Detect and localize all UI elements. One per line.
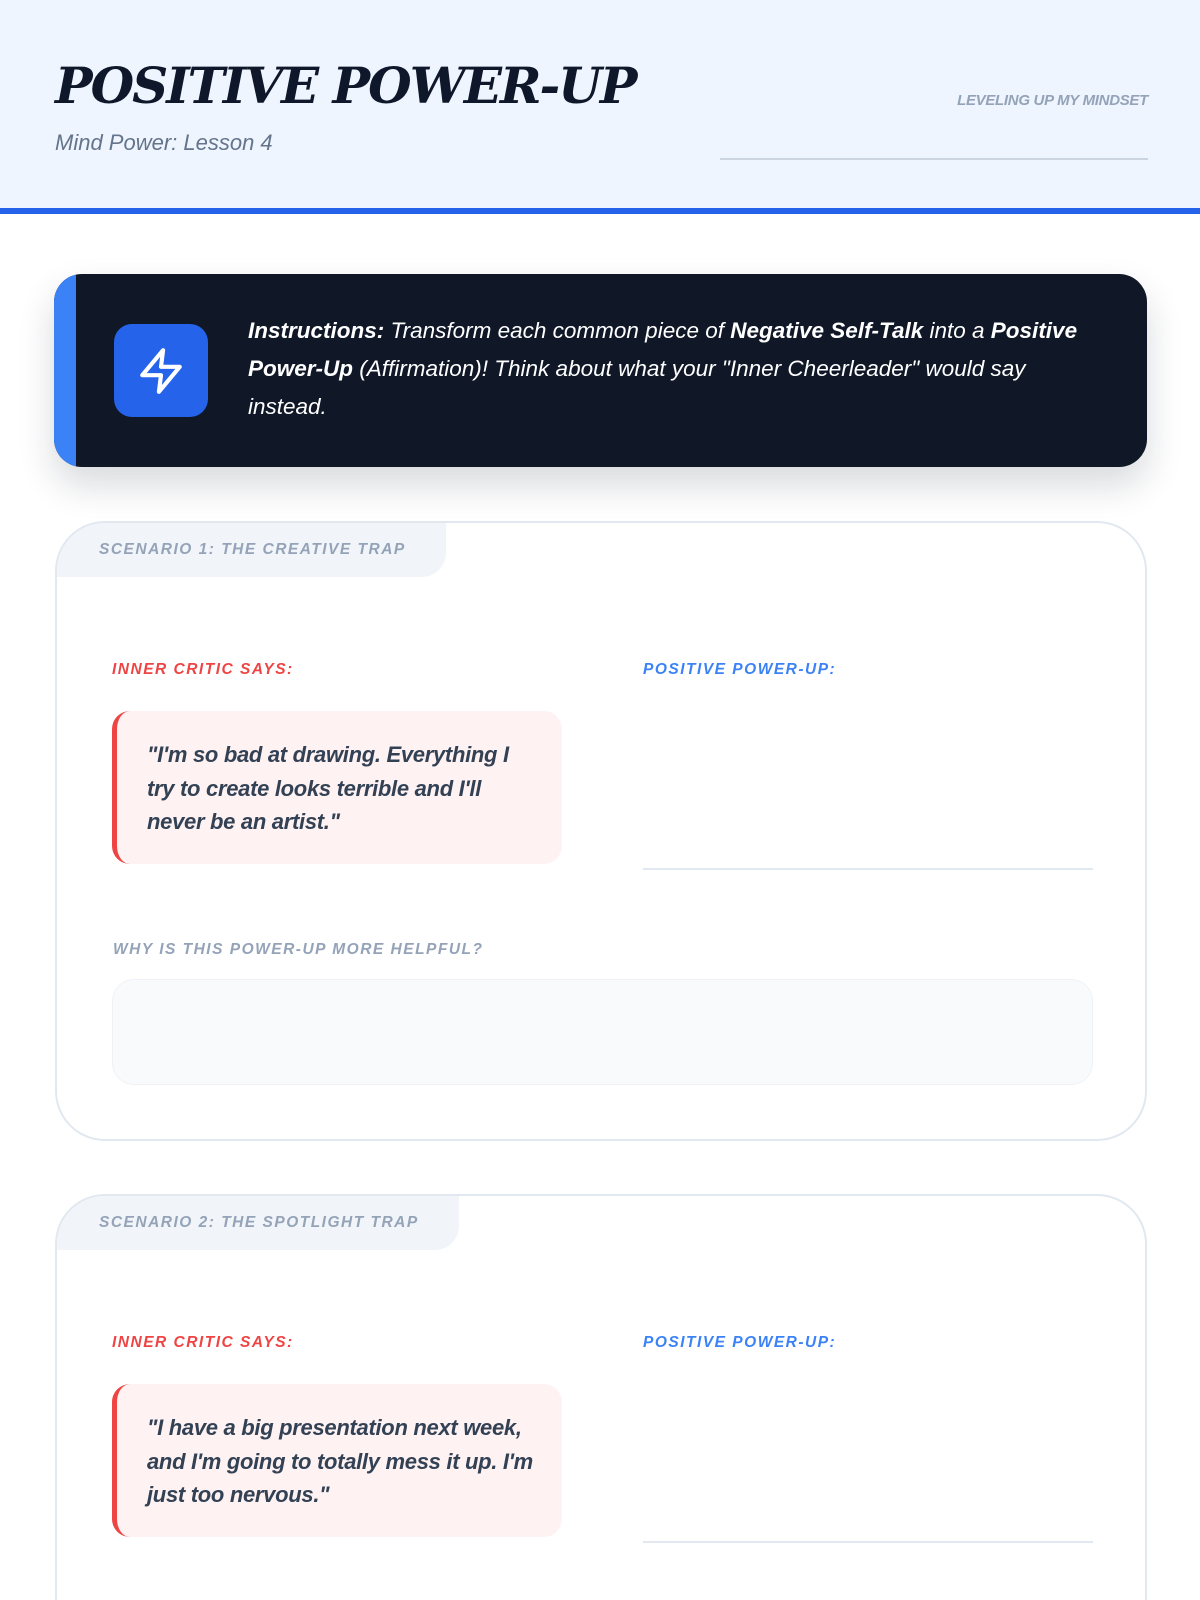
instructions-text-part: (Affirmation)! Think about what your "Inner Cheerleader" would say instead. — [248, 356, 1026, 419]
scenario-card-1 — [55, 521, 1147, 1141]
positive-power-up-label: POSITIVE POWER-UP: — [643, 1334, 837, 1351]
why-helpful-label: WHY IS THIS POWER-UP MORE HELPFUL? — [113, 941, 484, 958]
instructions-label: Instructions: — [248, 318, 385, 343]
inner-critic-label: INNER CRITIC SAYS: — [112, 661, 294, 678]
scenario-card-2 — [55, 1194, 1147, 1600]
instructions-text — [248, 312, 1108, 426]
why-helpful-answer-box[interactable] — [112, 979, 1093, 1085]
positive-power-up-label: POSITIVE POWER-UP: — [643, 661, 837, 678]
power-up-answer-line[interactable] — [643, 1541, 1093, 1543]
scenario-tab: SCENARIO 2: THE SPOTLIGHT TRAP — [57, 1196, 459, 1250]
page-title: POSITIVE POWER-UP — [55, 56, 636, 115]
name-write-line[interactable] — [720, 158, 1148, 160]
worksheet-header — [0, 0, 1200, 214]
positive-power-up-term: Positive Power-Up — [248, 318, 1078, 381]
lesson-subtitle: Mind Power: Lesson 4 — [55, 130, 273, 155]
instructions-text-part: into a — [923, 318, 991, 343]
header-tagline: LEVELING UP MY MINDSET — [957, 92, 1148, 109]
inner-critic-label: INNER CRITIC SAYS: — [112, 1334, 294, 1351]
power-up-answer-line[interactable] — [643, 868, 1093, 870]
instructions-accent-bar — [54, 274, 76, 467]
instructions-text-part: Transform each common piece of — [384, 318, 731, 343]
negative-self-talk-term: Negative Self-Talk — [730, 318, 924, 343]
inner-critic-quote: "I'm so bad at drawing. Everything I try to create looks terrible and I'll never be an artist." — [112, 711, 562, 864]
instructions-panel — [54, 274, 1147, 467]
scenario-tab: SCENARIO 1: THE CREATIVE TRAP — [57, 523, 446, 577]
lightning-bolt-icon — [114, 324, 208, 417]
inner-critic-quote: "I have a big presentation next week, and I'm going to totally mess it up. I'm just too nervous." — [112, 1384, 562, 1537]
